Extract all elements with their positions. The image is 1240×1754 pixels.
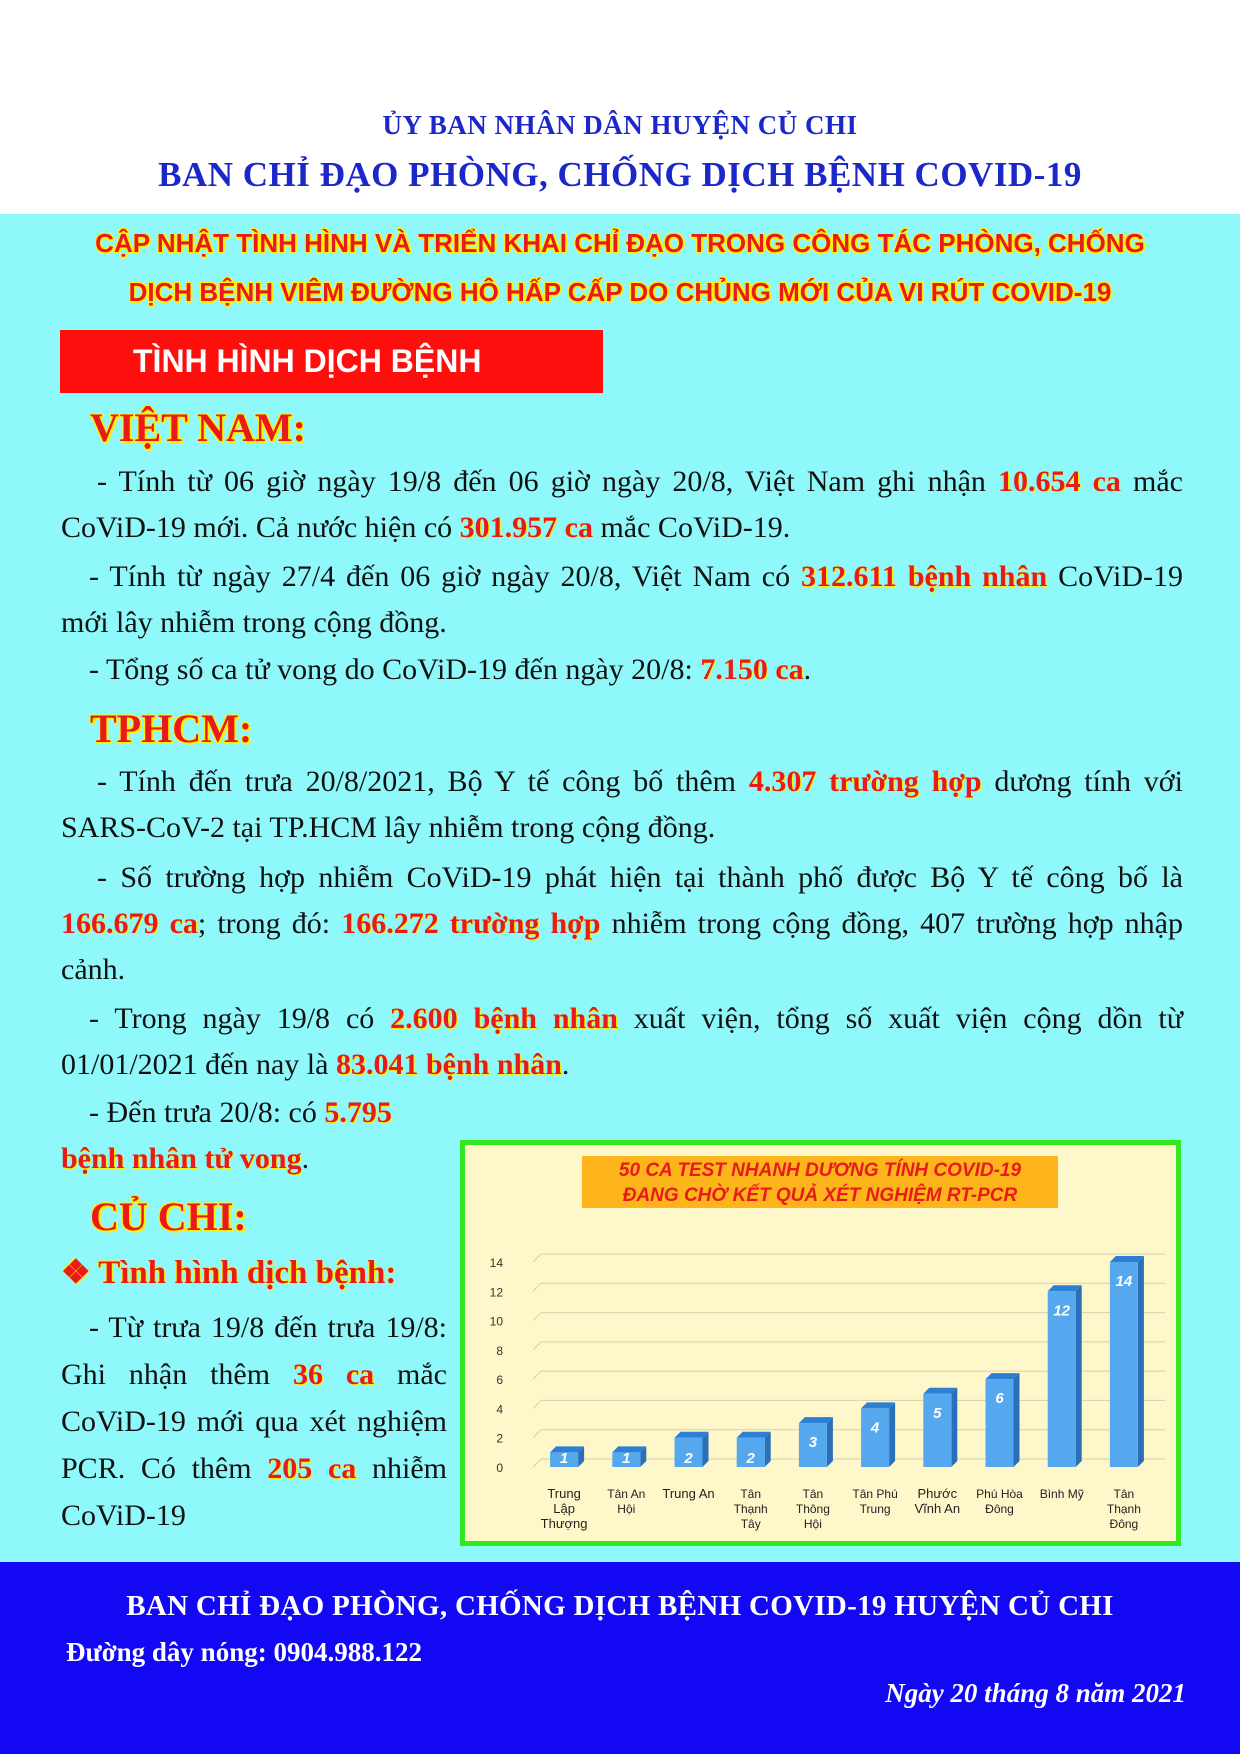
- gridline-depth: [533, 1283, 541, 1291]
- cuchi-subheading: ❖ Tình hình dịch bệnh:: [61, 1255, 397, 1291]
- vietnam-paragraph-3: - Tổng số ca tử vong do CoViD-19 đến ngày 20/8: 7.150 ca.: [89, 653, 812, 686]
- x-tick-label: Tân An: [607, 1487, 646, 1501]
- footer-org: BAN CHỈ ĐẠO PHÒNG, CHỐNG DỊCH BỆNH COVID-19 HUYỆN CỦ CHI: [126, 1590, 1114, 1622]
- bar: [861, 1408, 889, 1467]
- bar-value-label: 3: [808, 1434, 818, 1452]
- y-tick-label: 12: [489, 1285, 503, 1300]
- gridline-depth: [533, 1254, 541, 1262]
- bar-side: [827, 1417, 833, 1467]
- x-tick-label: Tân Phú: [852, 1487, 898, 1501]
- x-tick-label: Thượng: [540, 1516, 588, 1531]
- chart-title-line1: 50 CA TEST NHANH DƯƠNG TÍNH COVID-19: [618, 1160, 1022, 1181]
- y-tick-label: 10: [489, 1314, 503, 1329]
- x-tick-label: Tân: [740, 1487, 762, 1501]
- bar-value-label: 2: [746, 1450, 755, 1467]
- subtitle-line1: CẬP NHẬT TÌNH HÌNH VÀ TRIỂN KHAI CHỈ ĐẠO TRONG CÔNG TÁC PHÒNG, CHỐNG: [95, 228, 1145, 258]
- x-tick-label: Phước: [917, 1486, 958, 1501]
- bar-value-label: 4: [870, 1419, 880, 1437]
- header: [0, 0, 1240, 214]
- y-tick-label: 14: [489, 1256, 503, 1270]
- gridline-depth: [533, 1400, 541, 1408]
- x-tick-label: Đông: [1109, 1517, 1139, 1531]
- vietnam-paragraph-1: - Tính từ 06 giờ ngày 19/8 đến 06 giờ ngày 20/8, Việt Nam ghi nhận 10.654 ca mắc CoViD-19 mới. Cả nước hiện có 301.957 ca mắc CoViD-19.: [61, 465, 1183, 544]
- x-tick-label: Hội: [803, 1517, 822, 1531]
- bar-top: [799, 1417, 833, 1423]
- bar: [1110, 1262, 1138, 1467]
- x-tick-label: Trung: [859, 1502, 891, 1516]
- bar-top: [986, 1373, 1020, 1379]
- bar-side: [703, 1432, 709, 1467]
- bar-side: [765, 1432, 771, 1467]
- bar-side: [1014, 1373, 1020, 1467]
- x-tick-label: Phú Hòa: [976, 1487, 1023, 1501]
- gridline-depth: [533, 1430, 541, 1438]
- chart-title-line2: ĐANG CHỜ KẾT QUẢ XÉT NGHIỆM RT-PCR: [622, 1185, 1018, 1206]
- tphcm-paragraph-2: - Số trường hợp nhiễm CoViD-19 phát hiện tại thành phố được Bộ Y tế công bố là 166.679 ca; trong đó: 166.272 trường hợp nhiễm trong cộng đồng, 407 trường hợp nhập cảnh.: [61, 861, 1183, 986]
- tphcm-paragraph-4: - Đến trưa 20/8: có 5.795 bệnh nhân tử vong.: [61, 1096, 392, 1175]
- bar-top: [861, 1402, 895, 1408]
- footer-date: Ngày 20 tháng 8 năm 2021: [885, 1678, 1186, 1708]
- bar-top: [1048, 1285, 1082, 1291]
- header-org: ỦY BAN NHÂN DÂN HUYỆN CỦ CHI: [382, 110, 858, 140]
- y-tick-label: 6: [496, 1373, 503, 1388]
- bar-side: [951, 1388, 957, 1467]
- gridline-depth: [533, 1342, 541, 1350]
- bar-chart: [465, 1145, 1176, 1541]
- tphcm-paragraph-1: - Tính đến trưa 20/8/2021, Bộ Y tế công bố thêm 4.307 trường hợp dương tính với SARS-CoV-2 tại TP.HCM lây nhiễm trong cộng đồng.: [61, 765, 1183, 844]
- vietnam-heading: VIỆT NAM:: [90, 405, 306, 450]
- x-tick-label: Lập: [553, 1501, 575, 1516]
- gridline-depth: [533, 1371, 541, 1379]
- chart-panel: [460, 1140, 1181, 1546]
- x-tick-label: Bình Mỹ: [1039, 1487, 1084, 1501]
- y-tick-label: 0: [496, 1461, 503, 1475]
- x-tick-label: Tân: [802, 1487, 824, 1501]
- bar-value-label: 1: [559, 1450, 569, 1467]
- x-tick-label: Thông: [795, 1502, 830, 1516]
- gridline-depth: [533, 1313, 541, 1321]
- bar-value-label: 5: [933, 1404, 942, 1422]
- y-tick-label: 4: [496, 1402, 503, 1417]
- bar-top: [1110, 1256, 1144, 1262]
- y-tick-label: 2: [496, 1431, 503, 1446]
- bar-value-label: 14: [1115, 1273, 1133, 1290]
- bar-side: [1076, 1285, 1082, 1467]
- bar-side: [889, 1402, 895, 1467]
- bar-value-label: 2: [684, 1450, 693, 1467]
- x-tick-label: Thạnh: [733, 1502, 768, 1516]
- x-tick-label: Trung: [547, 1486, 581, 1501]
- bar-value-label: 1: [622, 1450, 631, 1467]
- header-committee: BAN CHỈ ĐẠO PHÒNG, CHỐNG DỊCH BỆNH COVID-19: [158, 155, 1082, 194]
- bar-value-label: 12: [1053, 1302, 1071, 1320]
- bar-value-label: 6: [995, 1390, 1004, 1408]
- subtitle-line2: DỊCH BỆNH VIÊM ĐƯỜNG HÔ HẤP CẤP DO CHỦNG MỚI CỦA VI RÚT COVID-19: [128, 277, 1112, 307]
- footer: [0, 1562, 1240, 1754]
- x-tick-label: Tân: [1113, 1487, 1135, 1501]
- y-tick-label: 8: [496, 1343, 503, 1358]
- x-tick-label: Đông: [985, 1502, 1014, 1516]
- x-tick-label: Tây: [740, 1517, 761, 1531]
- tphcm-paragraph-3: - Trong ngày 19/8 có 2.600 bệnh nhân xuất viện, tổng số xuất viện cộng dồn từ 01/01/2021 đến nay là 83.041 bệnh nhân.: [61, 1002, 1183, 1081]
- footer-hotline: Đường dây nóng: 0904.988.122: [66, 1637, 422, 1667]
- x-tick-label: Trung An: [662, 1486, 715, 1501]
- section-banner: TÌNH HÌNH DỊCH BỆNH: [60, 330, 603, 393]
- x-tick-label: Vĩnh An: [914, 1501, 961, 1516]
- cuchi-paragraph-1: - Từ trưa 19/8 đến trưa 19/8: Ghi nhận thêm 36 ca mắc CoViD-19 mới qua xét nghiệm PCR. Có thêm 205 ca nhiễm CoViD-19: [61, 1311, 447, 1532]
- vietnam-paragraph-2: - Tính từ ngày 27/4 đến 06 giờ ngày 20/8, Việt Nam có 312.611 bệnh nhân CoViD-19 mới lây nhiễm trong cộng đồng.: [61, 560, 1183, 639]
- gridline-depth: [533, 1459, 541, 1467]
- x-tick-label: Hội: [617, 1502, 636, 1516]
- bar-side: [1138, 1256, 1144, 1467]
- tphcm-heading: TPHCM:: [90, 706, 253, 751]
- x-tick-label: Thạnh: [1106, 1502, 1141, 1516]
- cuchi-heading: CỦ CHI:: [90, 1194, 247, 1239]
